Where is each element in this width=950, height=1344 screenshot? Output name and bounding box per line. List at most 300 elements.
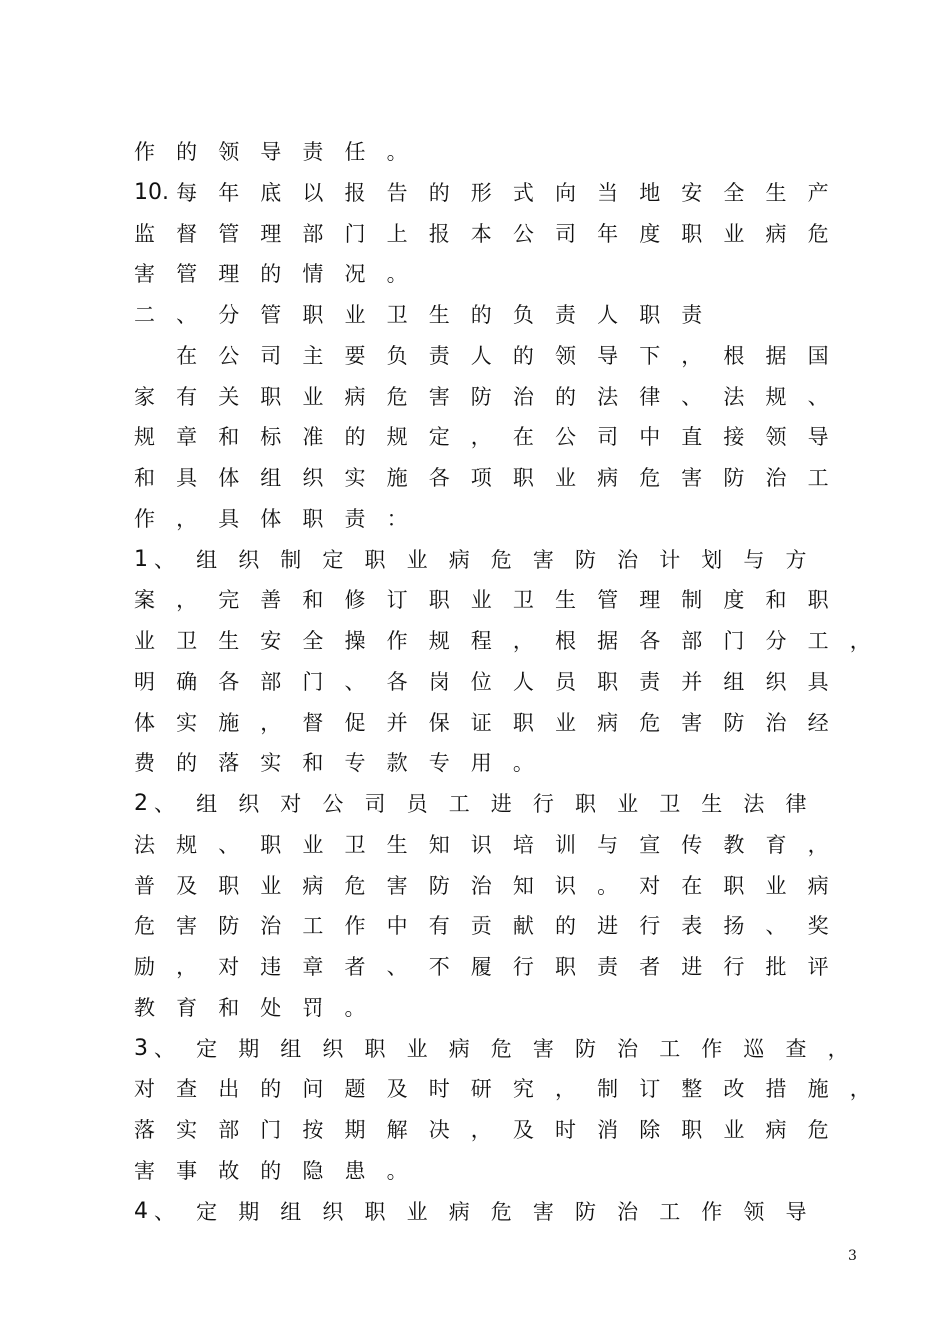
glyph: 规 xyxy=(386,425,408,450)
glyph: 治 xyxy=(617,1199,639,1224)
glyph: 害 xyxy=(681,466,703,490)
glyph: 告 xyxy=(386,180,408,205)
glyph: 证 xyxy=(470,710,492,735)
glyph: 理 xyxy=(260,221,282,246)
glyph: 职 xyxy=(260,832,282,857)
glyph: 奖 xyxy=(807,914,829,939)
glyph: 危 xyxy=(490,547,512,572)
glyph: 害 xyxy=(134,262,155,287)
glyph: 防 xyxy=(723,466,745,490)
glyph: 在 xyxy=(681,873,703,898)
text-line xyxy=(134,341,874,371)
glyph: 完 xyxy=(218,588,240,613)
glyph: 害 xyxy=(532,1036,554,1061)
glyph: 查 xyxy=(176,1077,198,1102)
glyph: 作 xyxy=(701,1036,723,1061)
glyph: 害 xyxy=(532,547,554,572)
glyph: 导 xyxy=(807,425,829,450)
glyph: 评 xyxy=(807,955,829,979)
glyph: 时 xyxy=(428,1077,450,1102)
glyph: 织 xyxy=(238,547,260,572)
glyph: 识 xyxy=(470,832,492,857)
glyph: 扬 xyxy=(723,914,745,939)
glyph: 操 xyxy=(344,629,366,653)
glyph: 业 xyxy=(617,792,639,816)
glyph: 及 xyxy=(512,1118,534,1142)
text-line xyxy=(134,422,874,452)
glyph: 公 xyxy=(512,221,534,246)
glyph: 害 xyxy=(134,1158,155,1183)
glyph: 的 xyxy=(260,1158,282,1183)
glyph: 贡 xyxy=(470,914,492,939)
glyph: 业 xyxy=(260,873,282,898)
glyph: 整 xyxy=(681,1077,703,1102)
glyph: 并 xyxy=(386,710,408,735)
glyph: ， xyxy=(176,955,198,979)
glyph: 隐 xyxy=(302,1158,324,1183)
glyph: 工 xyxy=(659,1199,681,1224)
glyph: ， xyxy=(512,629,534,653)
glyph: 、 xyxy=(154,1199,175,1224)
glyph: ， xyxy=(827,1036,849,1061)
glyph: 育 xyxy=(765,832,787,857)
glyph: 治 xyxy=(512,384,534,409)
glyph: 、 xyxy=(154,547,175,572)
glyph: 时 xyxy=(555,1118,576,1142)
glyph: 除 xyxy=(639,1118,661,1142)
glyph: 领 xyxy=(218,140,240,164)
glyph: 进 xyxy=(597,914,619,939)
glyph: 卫 xyxy=(659,792,681,816)
page-number: 3 xyxy=(848,1248,857,1264)
glyph: 病 xyxy=(448,1036,470,1061)
glyph: 表 xyxy=(681,914,703,939)
glyph: 决 xyxy=(428,1118,450,1142)
glyph: 病 xyxy=(807,873,829,898)
glyph: 10. xyxy=(134,179,169,205)
glyph: 人 xyxy=(512,669,534,694)
glyph: 业 xyxy=(555,466,576,490)
glyph: 、 xyxy=(681,384,703,409)
glyph: 、 xyxy=(765,914,787,939)
glyph: 患 xyxy=(344,1158,366,1183)
glyph: 改 xyxy=(723,1077,745,1102)
glyph: 职 xyxy=(364,547,386,572)
glyph: 的 xyxy=(512,343,534,368)
glyph: 国 xyxy=(807,343,829,368)
glyph: 和 xyxy=(134,466,155,490)
text-line xyxy=(134,178,874,208)
glyph: 家 xyxy=(134,384,155,409)
glyph: 职 xyxy=(639,303,661,327)
glyph: 危 xyxy=(807,221,829,246)
glyph: 任 xyxy=(344,140,366,164)
glyph: 司 xyxy=(260,343,282,368)
glyph: 门 xyxy=(723,629,745,653)
glyph: ， xyxy=(470,1118,492,1142)
glyph: 对 xyxy=(134,1077,155,1102)
glyph: 导 xyxy=(597,343,619,368)
glyph: 工 xyxy=(448,792,470,816)
glyph: 实 xyxy=(344,466,366,490)
glyph: 危 xyxy=(639,710,661,735)
glyph: 体 xyxy=(134,710,155,735)
glyph: 职 xyxy=(807,588,829,613)
glyph: 期 xyxy=(238,1036,260,1061)
glyph: 领 xyxy=(555,343,576,368)
glyph: 定 xyxy=(428,425,450,450)
glyph: 专 xyxy=(344,751,366,776)
glyph: 并 xyxy=(681,669,703,694)
glyph: 按 xyxy=(302,1118,324,1142)
glyph: 期 xyxy=(238,1199,260,1224)
glyph: 业 xyxy=(723,1118,745,1142)
glyph: 年 xyxy=(218,180,240,205)
glyph: 生 xyxy=(701,792,723,816)
glyph: 各 xyxy=(639,629,661,653)
glyph: 教 xyxy=(134,995,155,1020)
glyph: 业 xyxy=(555,710,576,735)
glyph: 害 xyxy=(428,384,450,409)
glyph: ， xyxy=(470,425,492,450)
glyph: 病 xyxy=(344,384,366,409)
glyph: 标 xyxy=(260,425,282,450)
glyph: 的 xyxy=(176,140,198,164)
glyph: 责 xyxy=(555,303,576,327)
glyph: 负 xyxy=(386,343,408,368)
glyph: 根 xyxy=(723,343,745,368)
glyph: 危 xyxy=(134,914,155,939)
glyph: 进 xyxy=(681,955,703,979)
glyph: 有 xyxy=(428,914,450,939)
glyph: 制 xyxy=(280,547,302,572)
glyph: 进 xyxy=(490,792,512,816)
glyph: 的 xyxy=(176,751,198,776)
glyph: 防 xyxy=(723,710,745,735)
glyph: 对 xyxy=(280,792,302,816)
glyph: 业 xyxy=(406,547,428,572)
glyph: 罚 xyxy=(302,995,324,1020)
glyph: ， xyxy=(176,588,198,613)
glyph: 职 xyxy=(512,710,534,735)
glyph: 管 xyxy=(218,221,240,246)
glyph: ， xyxy=(681,343,703,368)
glyph: 中 xyxy=(386,914,408,939)
glyph: 和 xyxy=(765,588,787,613)
glyph: 定 xyxy=(196,1199,218,1224)
glyph: 规 xyxy=(765,384,787,409)
glyph: 施 xyxy=(807,1077,829,1102)
glyph: 律 xyxy=(785,792,807,816)
glyph: 组 xyxy=(260,466,282,490)
glyph: 防 xyxy=(575,1036,596,1061)
glyph: 业 xyxy=(134,629,155,653)
glyph: 织 xyxy=(302,466,324,490)
glyph: 有 xyxy=(176,384,198,409)
glyph: 工 xyxy=(302,914,324,939)
glyph: 织 xyxy=(322,1199,344,1224)
glyph: 分 xyxy=(218,303,240,327)
glyph: 织 xyxy=(322,1036,344,1061)
glyph: 工 xyxy=(807,629,829,653)
glyph: 事 xyxy=(176,1158,198,1183)
glyph: 治 xyxy=(765,710,787,735)
glyph: 情 xyxy=(302,262,324,287)
glyph: 案 xyxy=(134,588,155,613)
glyph: 职 xyxy=(302,506,324,531)
glyph: 人 xyxy=(597,303,619,327)
glyph: 危 xyxy=(639,466,661,490)
glyph: ： xyxy=(386,506,408,531)
glyph: 公 xyxy=(218,343,240,368)
glyph: 形 xyxy=(470,180,492,205)
glyph: 故 xyxy=(218,1158,240,1183)
text-line xyxy=(134,1197,874,1227)
glyph: 责 xyxy=(344,506,366,531)
glyph: 关 xyxy=(218,384,240,409)
glyph: 职 xyxy=(681,1118,703,1142)
glyph: 善 xyxy=(260,588,282,613)
glyph: 组 xyxy=(196,547,218,572)
glyph: 组 xyxy=(280,1036,302,1061)
text-line xyxy=(134,382,874,412)
glyph: 卫 xyxy=(512,588,534,613)
glyph: 施 xyxy=(386,466,408,490)
glyph: 处 xyxy=(260,995,282,1020)
glyph: 危 xyxy=(807,1118,829,1142)
glyph: 2 xyxy=(134,791,148,816)
glyph: 法 xyxy=(134,832,155,857)
glyph: 作 xyxy=(701,1199,723,1224)
glyph: 落 xyxy=(218,751,240,776)
glyph: 确 xyxy=(176,669,198,694)
glyph: 职 xyxy=(575,792,596,816)
glyph: 工 xyxy=(807,466,829,490)
glyph: 的 xyxy=(555,914,576,939)
glyph: 责 xyxy=(639,669,661,694)
glyph: 害 xyxy=(681,710,703,735)
glyph: 领 xyxy=(765,425,787,450)
glyph: 。 xyxy=(386,262,408,287)
glyph: 据 xyxy=(765,343,787,368)
glyph: 、 xyxy=(386,955,408,979)
glyph: 及 xyxy=(386,1077,408,1102)
text-line xyxy=(134,748,874,778)
glyph: 分 xyxy=(765,629,787,653)
glyph: ， xyxy=(807,832,829,857)
glyph: 主 xyxy=(302,343,324,368)
glyph: 和 xyxy=(302,588,324,613)
glyph: 和 xyxy=(302,751,324,776)
glyph: 组 xyxy=(280,1199,302,1224)
glyph: 对 xyxy=(639,873,661,898)
glyph: ， xyxy=(260,710,282,735)
glyph: 害 xyxy=(386,873,408,898)
section-heading xyxy=(134,300,874,330)
glyph: 生 xyxy=(428,303,450,327)
glyph: 4 xyxy=(134,1198,148,1224)
glyph: 保 xyxy=(428,710,450,735)
glyph: 员 xyxy=(555,669,576,694)
glyph: 识 xyxy=(555,873,576,898)
glyph: 防 xyxy=(428,873,450,898)
glyph: 防 xyxy=(470,384,492,409)
glyph: 监 xyxy=(134,221,155,246)
glyph: 本 xyxy=(470,221,492,246)
glyph: 具 xyxy=(176,466,198,490)
glyph: 报 xyxy=(344,180,366,205)
glyph: 订 xyxy=(639,1077,661,1102)
glyph: 病 xyxy=(448,547,470,572)
glyph: 规 xyxy=(428,629,450,653)
glyph: 与 xyxy=(597,832,619,857)
text-line xyxy=(134,1156,874,1186)
glyph: 督 xyxy=(302,710,324,735)
glyph: 解 xyxy=(386,1118,408,1142)
glyph: 实 xyxy=(260,751,282,776)
glyph: 、 xyxy=(154,792,175,816)
glyph: 批 xyxy=(765,955,787,979)
glyph: 、 xyxy=(807,384,829,409)
glyph: 项 xyxy=(470,466,492,490)
glyph: 卫 xyxy=(344,832,366,857)
glyph: 业 xyxy=(406,1036,428,1061)
glyph: 行 xyxy=(512,955,534,979)
glyph: 据 xyxy=(597,629,619,653)
glyph: 计 xyxy=(659,547,681,572)
glyph: 知 xyxy=(512,873,534,898)
glyph: 制 xyxy=(681,588,703,613)
glyph: 。 xyxy=(597,873,619,898)
glyph: 定 xyxy=(196,1036,218,1061)
text-line xyxy=(134,952,874,982)
glyph: 病 xyxy=(597,710,619,735)
glyph: 在 xyxy=(512,425,534,450)
glyph: 对 xyxy=(218,955,240,979)
text-line xyxy=(134,1074,874,1104)
glyph: 部 xyxy=(260,669,282,694)
glyph: 的 xyxy=(260,1077,282,1102)
glyph: 款 xyxy=(386,751,408,776)
glyph: ， xyxy=(555,1077,576,1102)
glyph: 落 xyxy=(134,1118,155,1142)
glyph: 门 xyxy=(260,1118,282,1142)
glyph: 织 xyxy=(238,792,260,816)
glyph: 职 xyxy=(681,221,703,246)
glyph: 织 xyxy=(765,669,787,694)
glyph: 理 xyxy=(218,262,240,287)
glyph: 产 xyxy=(807,180,829,205)
glyph: 业 xyxy=(470,588,492,613)
text-line xyxy=(134,585,874,615)
glyph: 公 xyxy=(322,792,344,816)
glyph: 的 xyxy=(344,425,366,450)
glyph: 职 xyxy=(512,466,534,490)
glyph: 导 xyxy=(260,140,282,164)
glyph: 1 xyxy=(134,546,148,572)
glyph: 司 xyxy=(364,792,386,816)
glyph: 问 xyxy=(302,1077,324,1102)
glyph: 部 xyxy=(218,1118,240,1142)
glyph: 具 xyxy=(807,669,829,694)
glyph: 职 xyxy=(302,303,324,327)
glyph: 作 xyxy=(134,506,155,531)
glyph: 职 xyxy=(218,873,240,898)
glyph: 门 xyxy=(344,221,366,246)
glyph: 不 xyxy=(428,955,450,979)
text-line xyxy=(134,789,874,819)
glyph: 底 xyxy=(260,180,282,205)
glyph: 和 xyxy=(218,425,240,450)
glyph: 生 xyxy=(386,832,408,857)
glyph: 规 xyxy=(134,425,155,450)
text-line xyxy=(134,830,874,860)
glyph: 教 xyxy=(723,832,745,857)
glyph: 训 xyxy=(555,832,576,857)
glyph: 体 xyxy=(218,466,240,490)
glyph: 度 xyxy=(639,221,661,246)
glyph: 法 xyxy=(723,384,745,409)
glyph: 危 xyxy=(344,873,366,898)
glyph: 害 xyxy=(176,914,198,939)
glyph: 各 xyxy=(428,466,450,490)
glyph: 励 xyxy=(134,955,155,979)
glyph: 的 xyxy=(428,180,450,205)
glyph: 巡 xyxy=(743,1036,765,1061)
glyph: 理 xyxy=(639,588,661,613)
glyph: 施 xyxy=(218,710,240,735)
glyph: 促 xyxy=(344,710,366,735)
glyph: 位 xyxy=(470,669,492,694)
glyph: 作 xyxy=(134,140,155,164)
glyph: 、 xyxy=(176,303,198,327)
text-line xyxy=(134,871,874,901)
glyph: 培 xyxy=(512,832,534,857)
glyph: ， xyxy=(849,1077,871,1102)
glyph: 业 xyxy=(302,832,324,857)
text-line xyxy=(134,1034,874,1064)
glyph: 责 xyxy=(597,955,619,979)
glyph: 在 xyxy=(176,343,198,368)
glyph: 组 xyxy=(196,792,218,816)
glyph: 、 xyxy=(344,669,366,694)
glyph: 法 xyxy=(743,792,765,816)
glyph: 根 xyxy=(555,629,576,653)
glyph: 章 xyxy=(302,955,324,979)
text-line xyxy=(134,137,874,167)
glyph: 管 xyxy=(260,303,282,327)
glyph: 专 xyxy=(428,751,450,776)
glyph: 危 xyxy=(386,384,408,409)
glyph: 岗 xyxy=(428,669,450,694)
glyph: 的 xyxy=(555,384,576,409)
glyph: 督 xyxy=(176,221,198,246)
glyph: 职 xyxy=(260,384,282,409)
glyph: 业 xyxy=(765,873,787,898)
glyph: 查 xyxy=(785,1036,807,1061)
glyph: 各 xyxy=(386,669,408,694)
glyph: 订 xyxy=(386,588,408,613)
glyph: 知 xyxy=(428,832,450,857)
glyph: 用 xyxy=(470,751,492,776)
glyph: 消 xyxy=(597,1118,619,1142)
glyph: 接 xyxy=(723,425,745,450)
text-line xyxy=(134,626,874,656)
glyph: 出 xyxy=(218,1077,240,1102)
glyph: 行 xyxy=(723,955,745,979)
glyph: 。 xyxy=(386,1158,408,1183)
glyph: 管 xyxy=(176,262,198,287)
